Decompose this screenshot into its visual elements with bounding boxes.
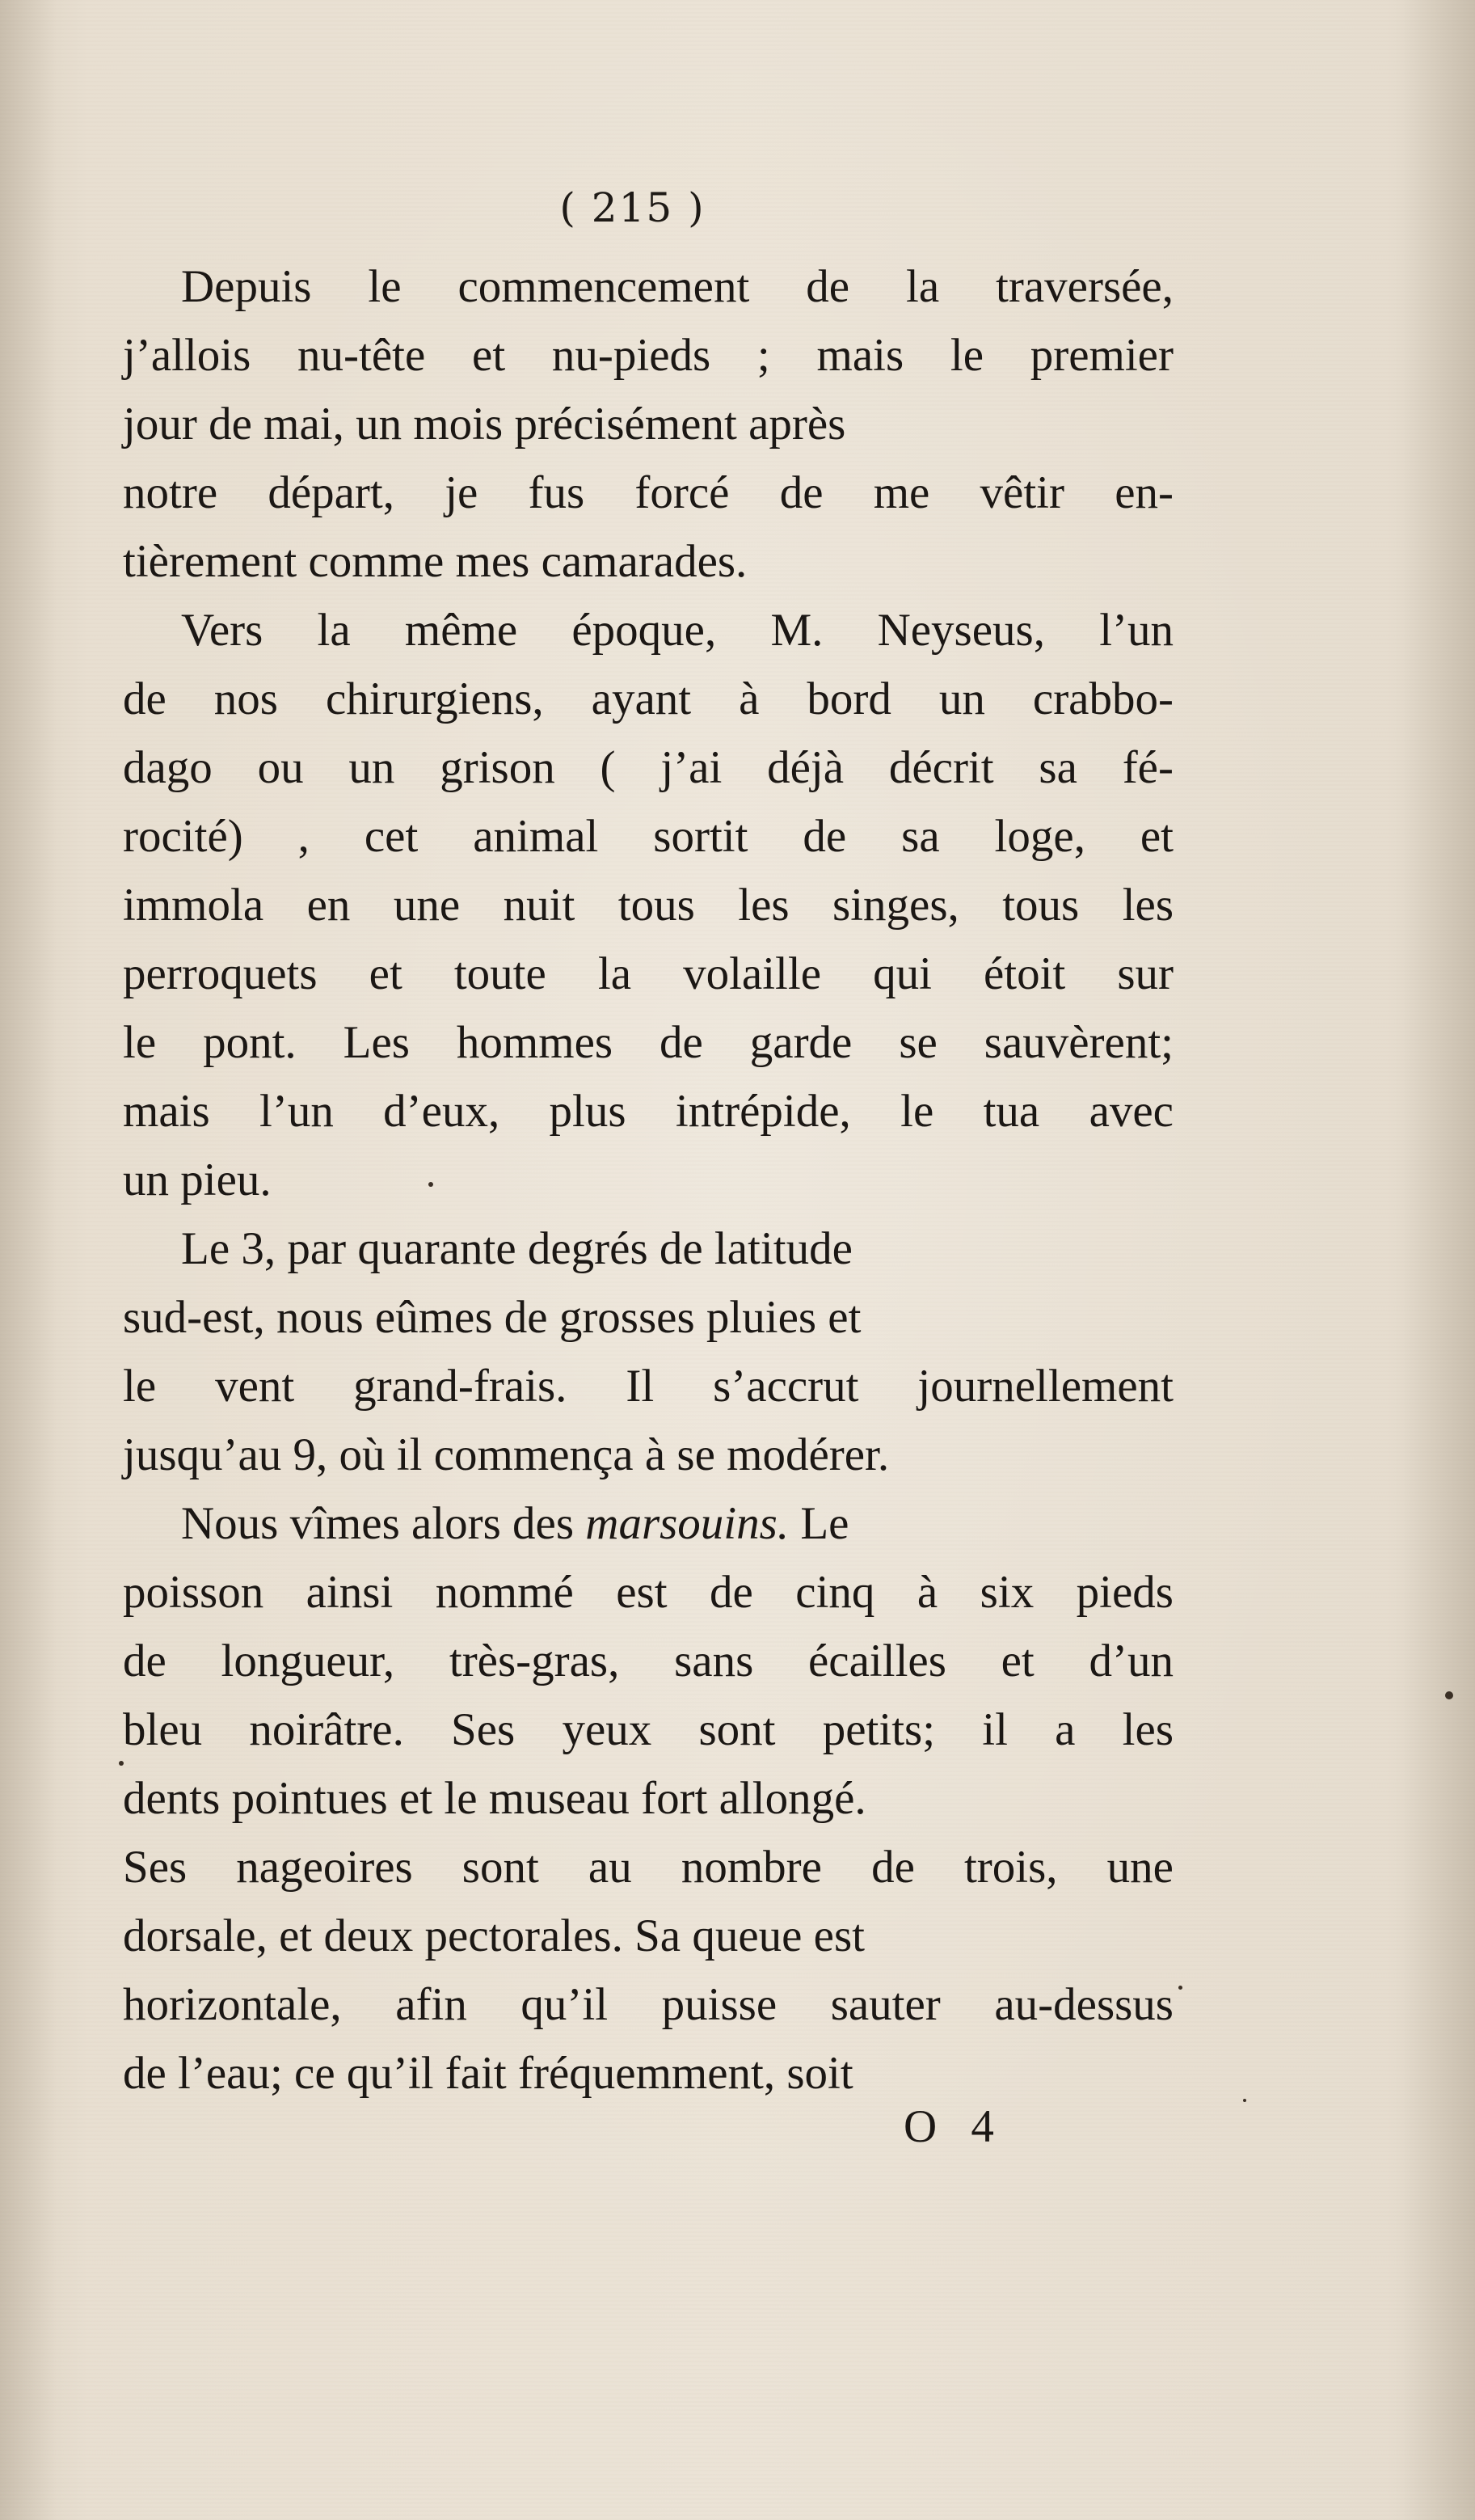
text-line: Ses nageoires sont au nombre de trois, une xyxy=(123,1842,1174,1893)
text-line: mais l’un d’eux, plus intrépide, le tua avec xyxy=(123,1086,1174,1137)
paper-speck xyxy=(119,1761,124,1766)
paragraph-3 xyxy=(123,1214,1174,1489)
text-line: tièrement comme mes camarades. xyxy=(123,536,748,587)
body-text xyxy=(123,252,1174,2108)
signature-mark: O 4 xyxy=(904,2101,1005,2152)
italic-word: marsouins. xyxy=(585,1498,790,1549)
text-line: Vers la même époque, M. Neyseus, l’un xyxy=(181,605,1174,656)
text-line: le pont. Les hommes de garde se sauvèrent; xyxy=(123,1017,1174,1068)
text-line: bleu noirâtre. Ses yeux sont petits; il a les xyxy=(123,1704,1174,1755)
text-segment: Le xyxy=(789,1498,849,1549)
text-line: le vent grand-frais. Il s’accrut journellement xyxy=(123,1361,1174,1412)
text-line: j’allois nu-tête et nu-pieds ; mais le premier xyxy=(123,330,1174,381)
text-line: dorsale, et deux pectorales. Sa queue est xyxy=(123,1910,865,1961)
text-line: perroquets et toute la volaille qui étoit sur xyxy=(123,948,1174,999)
text-line: dents pointues et le museau fort allongé. xyxy=(123,1773,866,1824)
paragraph-2 xyxy=(123,596,1174,1214)
text-line: jour de mai, un mois précisément après xyxy=(123,399,846,450)
text-line: notre départ, je fus forcé de me vêtir en- xyxy=(123,467,1174,518)
paragraph-1 xyxy=(123,252,1174,596)
page-number: ( 215 ) xyxy=(559,184,706,231)
paper-speck xyxy=(1243,2099,1246,2102)
text-line: de l’eau; ce qu’il fait fréquemment, soit xyxy=(123,2048,853,2099)
paper-speck xyxy=(1178,1986,1182,1990)
page-edge-shadow-left xyxy=(0,0,57,2520)
text-line: de nos chirurgiens, ayant à bord un crabbo- xyxy=(123,673,1174,724)
paper-speck xyxy=(428,1182,433,1187)
text-line: sud-est, nous eûmes de grosses pluies et xyxy=(123,1292,862,1343)
paper-speck xyxy=(1445,1691,1453,1699)
paragraph-4 xyxy=(123,1489,1174,2108)
text-line: poisson ainsi nommé est de cinq à six pieds xyxy=(123,1567,1174,1618)
text-line: de longueur, très-gras, sans écailles et d’un xyxy=(123,1636,1174,1686)
text-line: jusqu’au 9, où il commença à se modérer. xyxy=(123,1429,890,1480)
text-line: horizontale, afin qu’il puisse sauter au-dessus xyxy=(123,1979,1174,2030)
text-line: dago ou un grison ( j’ai déjà décrit sa fé- xyxy=(123,742,1174,793)
text-line: un pieu. xyxy=(123,1154,272,1205)
text-line: rocité) , cet animal sortit de sa loge, et xyxy=(123,811,1174,862)
page-edge-shadow-right xyxy=(1402,0,1475,2520)
text-line: Le 3, par quarante degrés de latitude xyxy=(181,1223,853,1274)
text-line: immola en une nuit tous les singes, tous les xyxy=(123,880,1174,931)
text-segment: Nous vîmes alors des xyxy=(181,1498,586,1549)
text-line xyxy=(123,1489,1174,1558)
text-line: Depuis le commencement de la traversée, xyxy=(181,261,1174,312)
